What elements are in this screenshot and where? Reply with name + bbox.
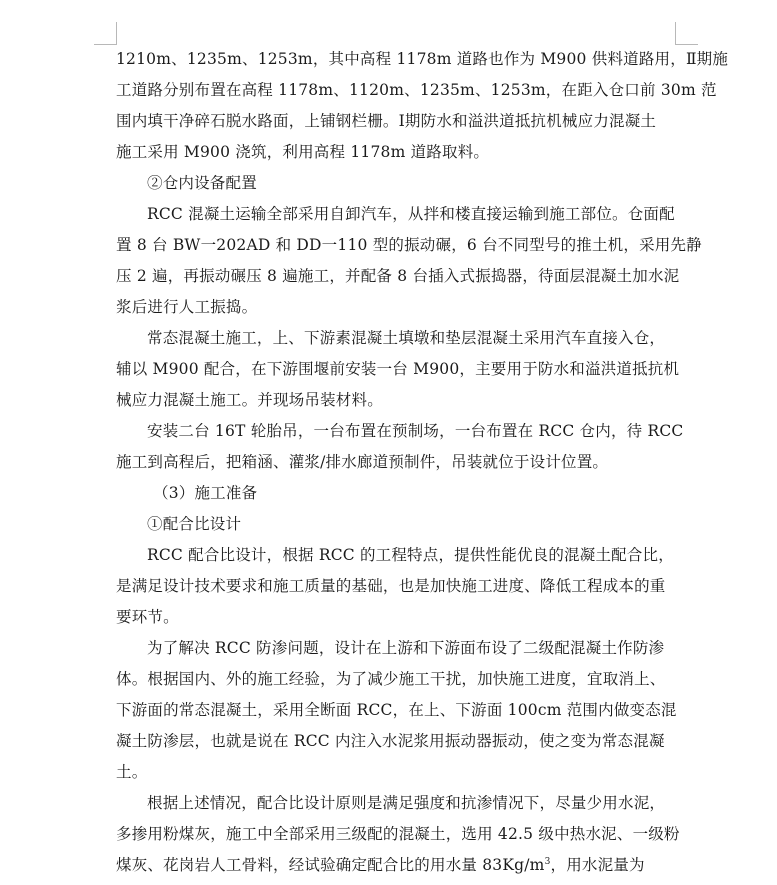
text-line: 凝土防渗层，也就是说在 RCC 内注入水泥浆用振动器振动，使之变为常态混凝 (116, 732, 665, 750)
text-line: 为了解决 RCC 防渗问题，设计在上游和下游面布设了二级配混凝土作防渗 (147, 639, 665, 657)
text-line: ②仓内设备配置 (147, 174, 257, 192)
text-line: 工道路分别布置在高程 1178m、1120m、1235m、1253m，在距入仓口前 30m 范 (116, 81, 717, 99)
text-segment: 煤灰、花岗岩人工骨料，经试验确定配合比的用水量 83Kg/m (116, 856, 545, 874)
paragraph-crane-install (116, 416, 684, 478)
text-line: 施工到高程后，把箱涵、灌浆/排水廊道预制件，吊装就位于设计位置。 (116, 453, 609, 471)
page-corner-mark-top-right (675, 22, 698, 45)
heading-warehouse-equipment (116, 168, 676, 199)
paragraph-anti-seepage (116, 633, 676, 788)
text-line: 置 8 台 BW一202AD 和 DD一110 型的振动碾，6 台不同型号的推土机，采用先静 (116, 236, 702, 254)
text-line: 辅以 M900 配合，在下游围堰前安装一台 M900，主要用于防水和溢洪道抵抗机 (116, 360, 680, 378)
text-line: 根据上述情况，配合比设计原则是满足强度和抗渗情况下，尽量少用水泥， (147, 794, 666, 812)
text-line: 围内填干净碎石脱水路面，上铺钢栏栅。Ⅰ期防水和溢洪道抵抗机械应力混凝土 (116, 112, 657, 130)
text-line: （3）施工准备 (153, 484, 258, 502)
text-line: 施工采用 M900 浇筑，利用高程 1178m 道路取料。 (116, 143, 490, 161)
paragraph-mix-principle (116, 788, 680, 881)
paragraph-road-layout (116, 44, 729, 168)
text-line: 下游面的常态混凝土，采用全断面 RCC，在上、下游面 100cm 范围内做变态混 (116, 701, 677, 719)
text-line: RCC 混凝土运输全部采用自卸汽车，从拌和楼直接运输到施工部位。仓面配 (147, 205, 675, 223)
text-line: 要环节。 (116, 608, 179, 626)
text-line: 是满足设计技术要求和施工质量的基础，也是加快施工进度、降低工程成本的重 (116, 577, 666, 595)
page-corner-mark-top-left (94, 22, 117, 45)
text-line: 常态混凝土施工，上、下游素混凝土填墩和垫层混凝土采用汽车直接入仓， (147, 329, 666, 347)
text-line: 土。 (116, 763, 148, 781)
paragraph-rcc-transport (116, 199, 702, 323)
heading-construction-preparation (116, 478, 676, 509)
paragraph-normal-concrete (116, 323, 680, 416)
superscript: 3 (544, 856, 551, 867)
text-line: RCC 配合比设计，根据 RCC 的工程特点，提供性能优良的混凝土配合比， (147, 546, 674, 564)
text-line: 械应力混凝土施工。并现场吊装材料。 (116, 391, 383, 409)
text-line: 安装二台 16T 轮胎吊，一台布置在预制场，一台布置在 RCC 仓内，待 RCC (147, 422, 684, 440)
heading-mix-design (116, 509, 676, 540)
text-line: 压 2 遍，再振动碾压 8 遍施工，并配备 8 台插入式振捣器，待面层混凝土加水泥 (116, 267, 680, 285)
text-line: ①配合比设计 (147, 515, 242, 533)
text-line: 浆后进行人工振捣。 (116, 298, 258, 316)
text-line: 多掺用粉煤灰，施工中全部采用三级配的混凝土，选用 42.5 级中热水泥、一级粉 (116, 825, 680, 843)
text-line: 1210m、1235m、1253m，其中高程 1178m 道路也作为 M900 供料道路用，Ⅱ期施 (116, 50, 729, 68)
paragraph-mix-design-intro (116, 540, 676, 633)
text-line: 体。根据国内、外的施工经验，为了减少施工干扰，加快施工进度，宜取消上、 (116, 670, 666, 688)
text-segment: ，用水泥量为 (550, 856, 645, 874)
document-body (116, 44, 729, 881)
text-line-with-superscript (116, 850, 676, 881)
